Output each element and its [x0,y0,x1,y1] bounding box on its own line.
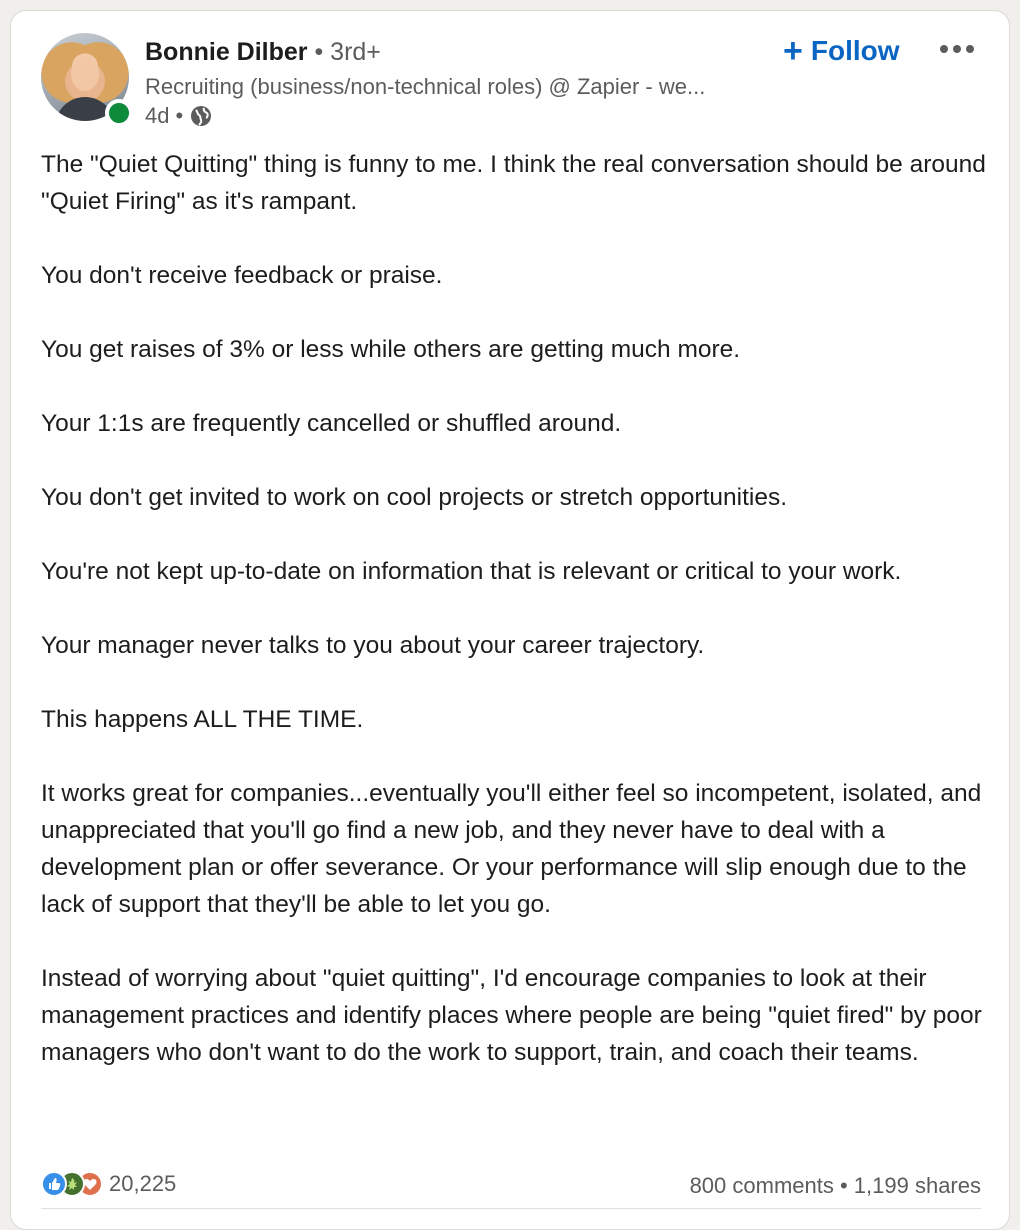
more-options-button[interactable] [933,33,981,65]
globe-icon [189,104,213,128]
reaction-count[interactable]: 20,225 [109,1171,177,1196]
author-name[interactable]: Bonnie Dilber [145,38,308,66]
engagement-separator: • [833,1173,854,1198]
shares-count[interactable]: 1,199 shares [853,1173,981,1198]
more-horizontal-icon [940,45,948,53]
online-status-indicator [105,99,133,127]
post-time: 4d [145,103,170,128]
post-paragraph: Instead of worrying about "quiet quitting", I'd encourage companies to look at their management practices and identify places where people are being "quiet fired" by poor managers who don't want to do the work to support, train, and coach their teams. [41,965,982,1066]
post-text [41,146,991,1108]
post-paragraph: You don't get invited to work on cool projects or stretch opportunities. [41,484,788,511]
follow-label: Follow [810,35,900,66]
follow-button[interactable] [777,31,906,71]
post-meta [145,102,213,130]
more-horizontal-icon [966,45,974,53]
like-icon [41,1171,67,1197]
plus-icon: + [783,32,803,70]
more-horizontal-icon [953,45,961,53]
avatar-face [71,57,99,91]
post-paragraph: Your manager never talks to you about your career trajectory. [41,632,705,659]
comments-count[interactable]: 800 comments [689,1173,834,1198]
post-paragraph: It works great for companies...eventually you'll either feel so incompetent, isolated, and unappreciated that you'll go find a new job, and they never have to deal with a development plan or offer severance. Or your performance will slip enough due to the lack of support that they'll be able to let you go. [41,780,982,918]
post-paragraph: You get raises of 3% or less while others are getting much more. [41,336,741,363]
meta-separator: • [175,103,184,128]
connection-degree: 3rd+ [330,38,381,66]
post-paragraph: This happens ALL THE TIME. [41,706,364,733]
engagement-summary [690,1173,981,1199]
social-counts [41,1163,981,1209]
post-card [10,10,1010,1230]
post-paragraph: The "Quiet Quitting" thing is funny to me. I think the real conversation should be around "Quiet Firing" as it's rampant. [41,151,986,215]
reactions-summary[interactable] [41,1171,176,1197]
post-paragraph: Your 1:1s are frequently cancelled or shuffled around. [41,410,622,437]
post-paragraph: You're not kept up-to-date on information that is relevant or critical to your work. [41,558,902,585]
post-header [11,11,1009,141]
author-headline: Recruiting (business/non-technical roles) @ Zapier - we... [145,74,706,99]
post-paragraph: You don't receive feedback or praise. [41,262,443,289]
footer-divider [41,1208,981,1209]
degree-separator: • [307,38,331,66]
author-name-row [145,37,381,67]
